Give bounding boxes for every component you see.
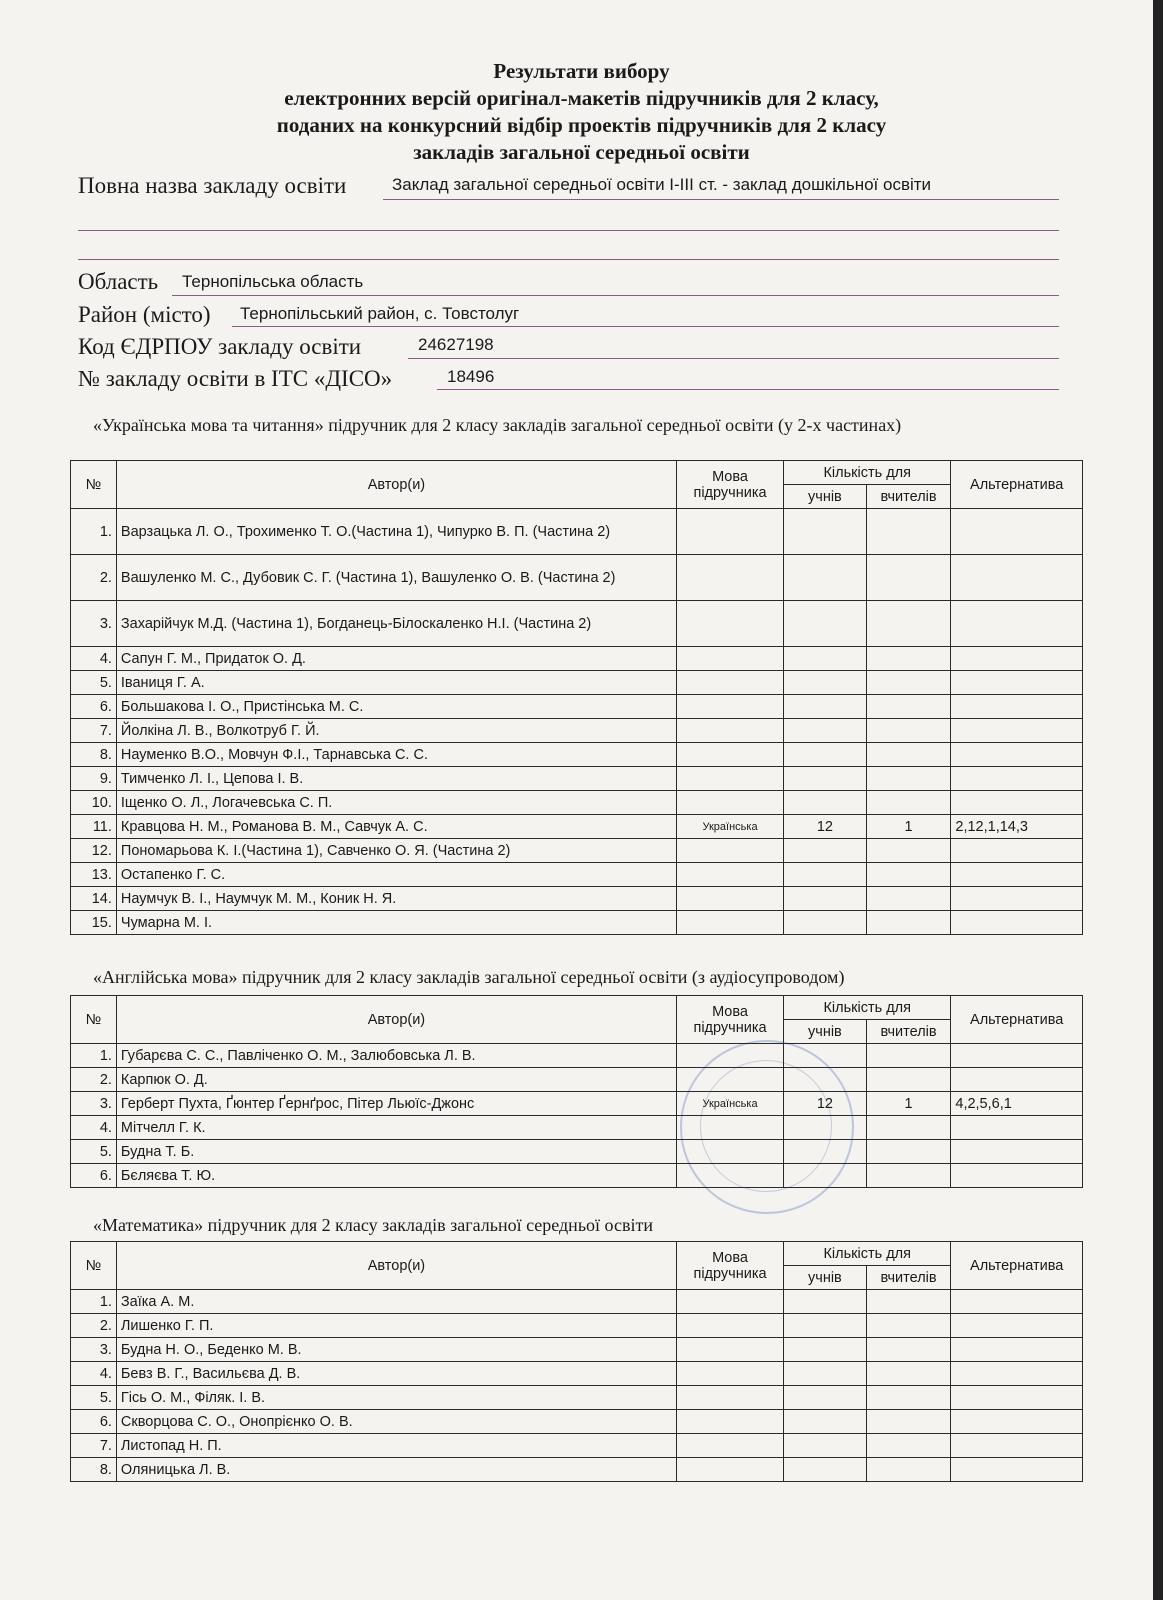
row-number: 5. <box>71 671 117 695</box>
row-language <box>676 509 783 555</box>
row-author: Науменко В.О., Мовчун Ф.І., Тарнавська С. С. <box>116 743 676 767</box>
row-students <box>784 767 867 791</box>
row-alternative <box>951 887 1083 911</box>
row-teachers <box>866 1458 951 1482</box>
row-number: 14. <box>71 887 117 911</box>
row-teachers <box>866 1314 951 1338</box>
table-row <box>71 1164 1083 1188</box>
row-alternative <box>951 719 1083 743</box>
table-math <box>70 1241 1083 1482</box>
row-alternative <box>951 1164 1083 1188</box>
row-teachers <box>866 1068 951 1092</box>
header-author: Автор(и) <box>116 461 676 509</box>
school-value: Заклад загальної середньої освіти І-ІІІ ст. - заклад дошкільної освіти <box>392 175 932 194</box>
row-author: Іваниця Г. А. <box>116 671 676 695</box>
row-language <box>676 1164 783 1188</box>
scan-edge <box>1153 0 1163 1600</box>
row-alternative <box>951 671 1083 695</box>
row-number: 3. <box>71 1092 117 1116</box>
row-alternative <box>951 1362 1083 1386</box>
row-author: Кравцова Н. М., Романова В. М., Савчук А. С. <box>116 815 676 839</box>
table-row <box>71 1386 1083 1410</box>
row-teachers <box>866 911 951 935</box>
row-number: 11. <box>71 815 117 839</box>
row-teachers <box>866 1116 951 1140</box>
row-students <box>784 887 867 911</box>
row-language <box>676 695 783 719</box>
header-alternative: Альтернатива <box>951 996 1083 1044</box>
header-students: учнів <box>784 1020 867 1044</box>
row-language <box>676 1314 783 1338</box>
header-quantity: Кількість для <box>784 996 951 1020</box>
table-row <box>71 1410 1083 1434</box>
row-teachers <box>866 863 951 887</box>
row-teachers <box>866 1140 951 1164</box>
row-language <box>676 1140 783 1164</box>
header-teachers: вчителів <box>866 1266 951 1290</box>
row-teachers <box>866 509 951 555</box>
row-number: 12. <box>71 839 117 863</box>
row-teachers <box>866 1434 951 1458</box>
table-row <box>71 509 1083 555</box>
row-alternative <box>951 1116 1083 1140</box>
row-author: Лишенко Г. П. <box>116 1314 676 1338</box>
table-row <box>71 1044 1083 1068</box>
school-underline-2 <box>78 230 1059 231</box>
row-alternative <box>951 839 1083 863</box>
row-author: Гісь О. М., Філяк. І. В. <box>116 1386 676 1410</box>
row-teachers <box>866 601 951 647</box>
row-alternative <box>951 863 1083 887</box>
row-teachers <box>866 555 951 601</box>
row-language: Українська <box>676 815 783 839</box>
row-number: 6. <box>71 1410 117 1434</box>
row-language <box>676 601 783 647</box>
row-language <box>676 839 783 863</box>
row-number: 7. <box>71 1434 117 1458</box>
row-alternative <box>951 1290 1083 1314</box>
row-alternative <box>951 555 1083 601</box>
section-title-ukrainian: «Українська мова та читання» підручник для 2 класу закладів загальної середньої освіти (у 2-х частинах) <box>93 415 902 435</box>
table-row <box>71 911 1083 935</box>
row-language <box>676 647 783 671</box>
table-row <box>71 743 1083 767</box>
header-teachers: вчителів <box>866 485 951 509</box>
table-row <box>71 601 1083 647</box>
row-number: 2. <box>71 1068 117 1092</box>
row-students: 12 <box>784 815 867 839</box>
row-number: 1. <box>71 1290 117 1314</box>
row-teachers <box>866 671 951 695</box>
header-language: Мова підручника <box>676 1242 783 1290</box>
row-teachers <box>866 767 951 791</box>
row-number: 5. <box>71 1386 117 1410</box>
its-underline <box>437 389 1059 390</box>
row-author: Заїка А. М. <box>116 1290 676 1314</box>
district-underline <box>232 326 1059 327</box>
row-alternative <box>951 1434 1083 1458</box>
row-number: 8. <box>71 743 117 767</box>
row-language <box>676 671 783 695</box>
row-number: 10. <box>71 791 117 815</box>
table-ukrainian <box>70 460 1083 935</box>
row-students <box>784 911 867 935</box>
row-alternative <box>951 509 1083 555</box>
table-row <box>71 695 1083 719</box>
table-row <box>71 555 1083 601</box>
row-students <box>784 1290 867 1314</box>
row-number: 4. <box>71 647 117 671</box>
table-row <box>71 1092 1083 1116</box>
row-author: Будна Н. О., Беденко М. В. <box>116 1338 676 1362</box>
table-row <box>71 1434 1083 1458</box>
header-quantity: Кількість для <box>784 461 951 485</box>
header-num: № <box>71 1242 117 1290</box>
row-language <box>676 1068 783 1092</box>
district-value: Тернопільський район, с. Товстолуг <box>240 304 520 323</box>
row-language <box>676 1458 783 1482</box>
row-alternative <box>951 1140 1083 1164</box>
row-number: 4. <box>71 1362 117 1386</box>
title-line-3: поданих на конкурсний відбір проектів підручників для 2 класу <box>276 113 887 137</box>
header-language: Мова підручника <box>676 996 783 1044</box>
row-author: Листопад Н. П. <box>116 1434 676 1458</box>
row-language <box>676 863 783 887</box>
row-author: Іщенко О. Л., Логачевська С. П. <box>116 791 676 815</box>
row-number: 8. <box>71 1458 117 1482</box>
edrpou-underline <box>408 358 1059 359</box>
row-students <box>784 863 867 887</box>
row-students <box>784 1164 867 1188</box>
row-author: Тимченко Л. І., Цепова І. В. <box>116 767 676 791</box>
row-number: 3. <box>71 601 117 647</box>
row-teachers <box>866 887 951 911</box>
row-author: Скворцова С. О., Онопрієнко О. В. <box>116 1410 676 1434</box>
table-row <box>71 791 1083 815</box>
row-alternative <box>951 743 1083 767</box>
row-language <box>676 1386 783 1410</box>
row-author: Бєляєва Т. Ю. <box>116 1164 676 1188</box>
table-row <box>71 887 1083 911</box>
row-alternative <box>951 911 1083 935</box>
title-line-4: закладів загальної середньої освіти <box>413 140 750 164</box>
title-line-2: електронних версій оригінал-макетів підручників для 2 класу, <box>284 86 879 110</box>
document-title <box>0 58 1163 166</box>
row-teachers <box>866 1044 951 1068</box>
table-row <box>71 1314 1083 1338</box>
row-students <box>784 1044 867 1068</box>
table-row <box>71 1338 1083 1362</box>
row-students <box>784 555 867 601</box>
table-row <box>71 1068 1083 1092</box>
row-number: 1. <box>71 1044 117 1068</box>
row-author: Вашуленко М. С., Дубовик С. Г. (Частина 1), Вашуленко О. В. (Частина 2) <box>116 555 676 601</box>
row-teachers <box>866 1338 951 1362</box>
row-number: 9. <box>71 767 117 791</box>
row-students <box>784 695 867 719</box>
row-students <box>784 743 867 767</box>
row-alternative <box>951 791 1083 815</box>
row-author: Оляницька Л. В. <box>116 1458 676 1482</box>
table-row <box>71 1362 1083 1386</box>
row-teachers <box>866 839 951 863</box>
row-students <box>784 1410 867 1434</box>
row-language <box>676 767 783 791</box>
header-students: учнів <box>784 1266 867 1290</box>
row-author: Остапенко Г. С. <box>116 863 676 887</box>
row-number: 2. <box>71 1314 117 1338</box>
row-language: Українська <box>676 1092 783 1116</box>
row-language <box>676 1116 783 1140</box>
row-language <box>676 719 783 743</box>
row-students <box>784 601 867 647</box>
row-alternative <box>951 1458 1083 1482</box>
table-row <box>71 1458 1083 1482</box>
row-number: 15. <box>71 911 117 935</box>
row-author: Чумарна М. І. <box>116 911 676 935</box>
row-language <box>676 1338 783 1362</box>
row-number: 7. <box>71 719 117 743</box>
row-alternative <box>951 1044 1083 1068</box>
row-author: Варзацька Л. О., Трохименко Т. О.(Частина 1), Чипурко В. П. (Частина 2) <box>116 509 676 555</box>
row-students <box>784 1362 867 1386</box>
row-language <box>676 1434 783 1458</box>
row-students <box>784 647 867 671</box>
row-teachers <box>866 791 951 815</box>
row-author: Губарєва С. С., Павліченко О. М., Залюбовська Л. В. <box>116 1044 676 1068</box>
row-teachers <box>866 695 951 719</box>
row-students <box>784 1458 867 1482</box>
row-students <box>784 791 867 815</box>
row-students <box>784 719 867 743</box>
row-students <box>784 1434 867 1458</box>
row-teachers: 1 <box>866 815 951 839</box>
region-label: Область <box>78 269 159 294</box>
row-number: 2. <box>71 555 117 601</box>
row-alternative <box>951 767 1083 791</box>
row-alternative <box>951 1068 1083 1092</box>
table-row <box>71 647 1083 671</box>
row-teachers <box>866 1164 951 1188</box>
header-students: учнів <box>784 485 867 509</box>
row-teachers <box>866 719 951 743</box>
row-alternative <box>951 1314 1083 1338</box>
region-value: Тернопільська область <box>182 272 364 291</box>
edrpou-label: Код ЄДРПОУ закладу освіти <box>78 334 362 359</box>
row-number: 6. <box>71 695 117 719</box>
region-underline <box>172 295 1059 296</box>
row-language <box>676 887 783 911</box>
row-language <box>676 1362 783 1386</box>
row-teachers <box>866 743 951 767</box>
table-row <box>71 1290 1083 1314</box>
row-alternative <box>951 1410 1083 1434</box>
row-alternative <box>951 695 1083 719</box>
table-row <box>71 767 1083 791</box>
row-number: 13. <box>71 863 117 887</box>
row-teachers <box>866 1386 951 1410</box>
row-number: 1. <box>71 509 117 555</box>
row-alternative <box>951 647 1083 671</box>
school-underline <box>383 199 1059 200</box>
row-author: Йолкіна Л. В., Волкотруб Г. Й. <box>116 719 676 743</box>
edrpou-value: 24627198 <box>418 335 494 354</box>
row-teachers <box>866 1290 951 1314</box>
row-author: Большакова І. О., Пристінська М. С. <box>116 695 676 719</box>
its-label: № закладу освіти в ІТС «ДІСО» <box>78 366 393 391</box>
row-teachers <box>866 1410 951 1434</box>
row-students <box>784 1386 867 1410</box>
row-author: Карпюк О. Д. <box>116 1068 676 1092</box>
row-students <box>784 1338 867 1362</box>
district-label: Район (місто) <box>78 302 211 327</box>
row-students <box>784 671 867 695</box>
row-alternative: 2,12,1,14,3 <box>951 815 1083 839</box>
row-alternative <box>951 601 1083 647</box>
row-author: Мітчелл Г. К. <box>116 1116 676 1140</box>
row-alternative: 4,2,5,6,1 <box>951 1092 1083 1116</box>
row-author: Наумчук В. І., Наумчук М. М., Коник Н. Я. <box>116 887 676 911</box>
title-line-1: Результати вибору <box>493 59 670 83</box>
header-quantity: Кількість для <box>784 1242 951 1266</box>
row-author: Герберт Пухта, Ґюнтер Ґернґрос, Пітер Льюїс-Джонс <box>116 1092 676 1116</box>
header-num: № <box>71 461 117 509</box>
header-author: Автор(и) <box>116 996 676 1044</box>
row-students <box>784 839 867 863</box>
its-value: 18496 <box>447 367 495 386</box>
row-author: Пономарьова К. І.(Частина 1), Савченко О. Я. (Частина 2) <box>116 839 676 863</box>
row-number: 5. <box>71 1140 117 1164</box>
row-language <box>676 1044 783 1068</box>
row-students <box>784 509 867 555</box>
table-row <box>71 671 1083 695</box>
row-author: Будна Т. Б. <box>116 1140 676 1164</box>
row-number: 6. <box>71 1164 117 1188</box>
row-language <box>676 555 783 601</box>
table-row <box>71 839 1083 863</box>
row-students <box>784 1116 867 1140</box>
section-title-english: «Англійська мова» підручник для 2 класу закладів загальної середньої освіти (з аудіосупроводом) <box>93 967 845 987</box>
row-alternative <box>951 1338 1083 1362</box>
row-teachers <box>866 647 951 671</box>
school-underline-3 <box>78 259 1059 260</box>
row-number: 3. <box>71 1338 117 1362</box>
row-teachers <box>866 1362 951 1386</box>
header-teachers: вчителів <box>866 1020 951 1044</box>
row-language <box>676 1290 783 1314</box>
header-language: Мова підручника <box>676 461 783 509</box>
table-row <box>71 1116 1083 1140</box>
header-num: № <box>71 996 117 1044</box>
table-row <box>71 1140 1083 1164</box>
row-language <box>676 743 783 767</box>
header-author: Автор(и) <box>116 1242 676 1290</box>
row-alternative <box>951 1386 1083 1410</box>
row-number: 4. <box>71 1116 117 1140</box>
row-teachers: 1 <box>866 1092 951 1116</box>
row-language <box>676 1410 783 1434</box>
section-title-math: «Математика» підручник для 2 класу закладів загальної середньої освіти <box>93 1215 653 1235</box>
table-english <box>70 995 1083 1188</box>
row-author: Сапун Г. М., Придаток О. Д. <box>116 647 676 671</box>
header-alternative: Альтернатива <box>951 461 1083 509</box>
row-language <box>676 791 783 815</box>
row-students: 12 <box>784 1092 867 1116</box>
table-row <box>71 815 1083 839</box>
row-author: Захарійчук М.Д. (Частина 1), Богданець-Білоскаленко Н.І. (Частина 2) <box>116 601 676 647</box>
header-alternative: Альтернатива <box>951 1242 1083 1290</box>
row-language <box>676 911 783 935</box>
table-row <box>71 719 1083 743</box>
table-row <box>71 863 1083 887</box>
row-students <box>784 1068 867 1092</box>
row-students <box>784 1314 867 1338</box>
row-students <box>784 1140 867 1164</box>
row-author: Бевз В. Г., Васильєва Д. В. <box>116 1362 676 1386</box>
school-label: Повна назва закладу освіти <box>78 173 347 198</box>
